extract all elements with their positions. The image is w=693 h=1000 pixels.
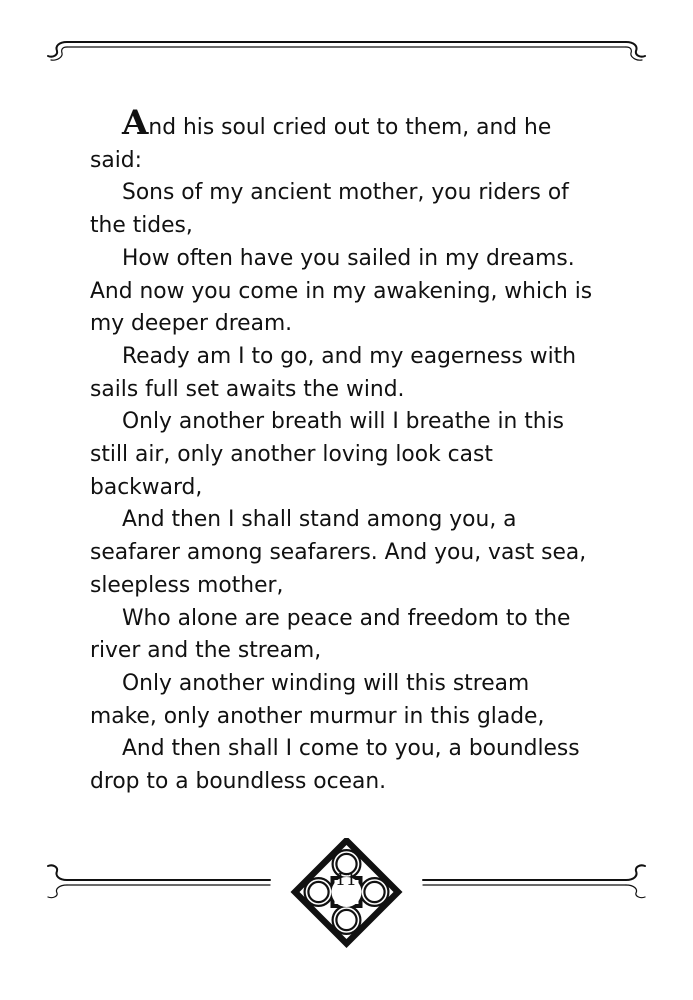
paragraph-3: How often have you sailed in my dreams. And now you come in my awakening, which is my deeper dream. [90,245,593,337]
bottom-knot-ornament [45,838,648,953]
poem-text [90,103,600,799]
top-border-ornament [45,28,648,68]
paragraph-4: Ready am I to go, and my eagerness with sails full set awaits the wind. [90,343,577,402]
paragraph-8: Only another winding will this stream make, only another murmur in this glade, [90,670,545,729]
paragraph-5: Only another breath will I breathe in this still air, only another loving look cast backward, [90,409,565,500]
page-number: 11 [335,870,357,890]
paragraph-1 [90,103,600,177]
drop-cap-letter: A [122,103,149,143]
paragraph-6: And then I shall stand among you, a seafarer among seafarers. And you, vast sea, sleepless mother, [90,507,587,598]
paragraph-2: Sons of my ancient mother, you riders of the tides, [90,180,569,239]
paragraph-7: Who alone are peace and freedom to the river and the stream, [90,605,571,664]
paragraph-1-text: nd his soul cried out to them, and he said: [90,115,552,173]
paragraph-9: And then shall I come to you, a boundless drop to a boundless ocean. [90,736,580,795]
